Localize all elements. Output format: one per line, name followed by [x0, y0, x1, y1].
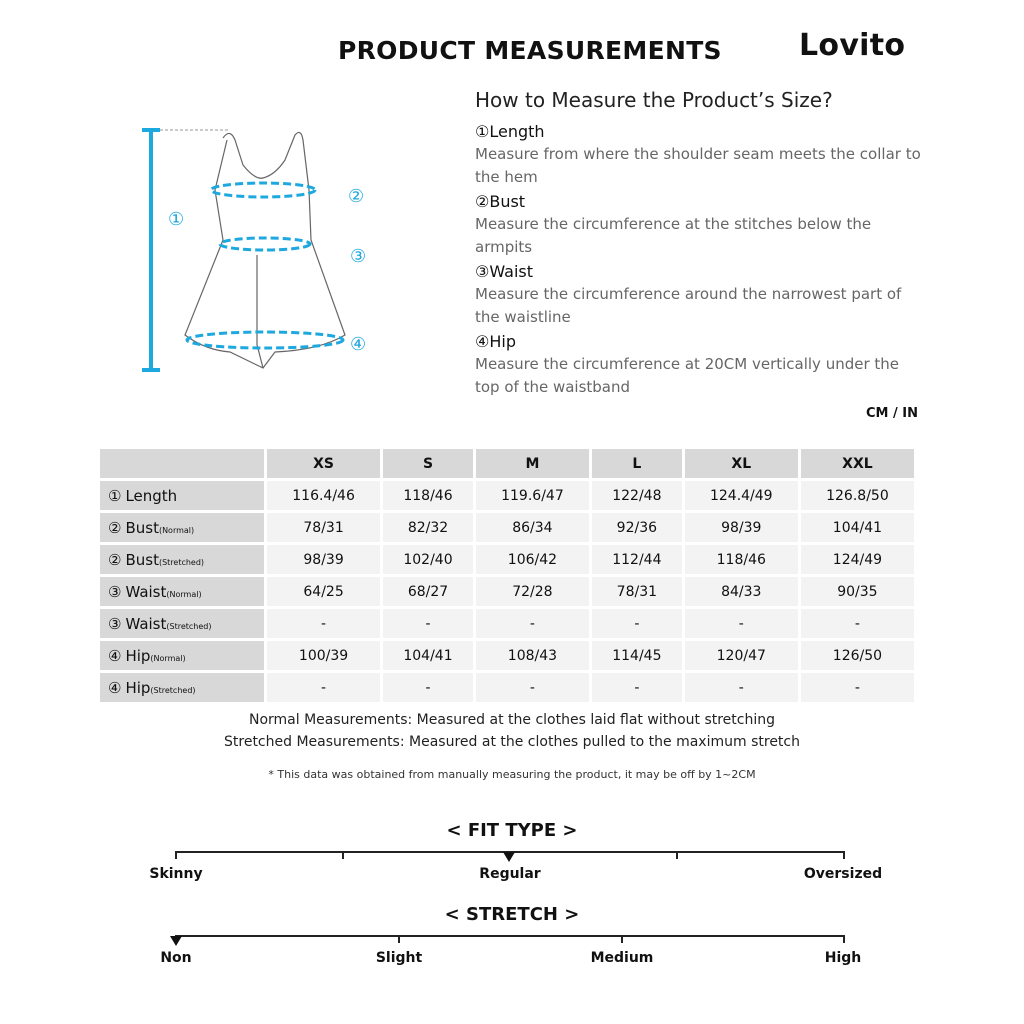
row-number: ④	[108, 646, 122, 665]
table-row	[100, 513, 914, 542]
table-cell: 118/46	[685, 545, 798, 574]
table-cell: 98/39	[267, 545, 380, 574]
normal-measurement-note: Normal Measurements: Measured at the clothes laid flat without stretching	[249, 712, 775, 728]
stretch-scale	[175, 935, 845, 937]
table-cell: 92/36	[592, 513, 682, 542]
table-cell: 72/28	[476, 577, 589, 606]
table-cell: 78/31	[267, 513, 380, 542]
table-cell: 104/41	[801, 513, 914, 542]
guide-description: Measure from where the shoulder seam meets the collar to the hem	[475, 145, 921, 186]
table-row	[100, 609, 914, 638]
size-header: M	[476, 449, 589, 478]
row-label	[100, 481, 264, 510]
table-cell: 78/31	[592, 577, 682, 606]
table-cell: 106/42	[476, 545, 589, 574]
scale-tick	[621, 935, 623, 943]
bust-measure-line	[211, 183, 315, 197]
table-cell: 114/45	[592, 641, 682, 670]
fit-label-skinny: Skinny	[149, 866, 203, 882]
row-qualifier: (Stretched)	[158, 557, 205, 567]
row-qualifier: (Stretched)	[166, 621, 212, 631]
row-name: Bust	[125, 518, 159, 537]
row-name: Waist	[125, 614, 167, 633]
hip-measure-line	[187, 332, 343, 348]
marker-hip: ④	[350, 334, 367, 355]
table-cell: 84/33	[685, 577, 798, 606]
table-cell: 124/49	[801, 545, 914, 574]
guide-heading: ①Length	[475, 122, 545, 141]
size-header: S	[383, 449, 473, 478]
guide-heading: ③Waist	[475, 262, 533, 281]
table-cell: -	[801, 673, 914, 702]
size-header: XXL	[801, 449, 914, 478]
fit-type-title: < FIT TYPE >	[446, 820, 578, 841]
table-cell: 119.6/47	[476, 481, 589, 510]
row-name: Hip	[125, 678, 151, 697]
table-cell: 90/35	[801, 577, 914, 606]
table-cell: -	[592, 673, 682, 702]
marker-bust: ②	[348, 186, 365, 207]
stretch-label-slight: Slight	[375, 950, 423, 966]
table-cell: -	[685, 609, 798, 638]
guide-item-waist	[475, 261, 925, 329]
table-cell: 68/27	[383, 577, 473, 606]
stretch-marker	[170, 936, 182, 946]
fit-label-regular: Regular	[479, 866, 541, 882]
scale-tick	[676, 851, 678, 859]
row-number: ②	[108, 550, 122, 569]
stretch-label-high: High	[824, 950, 862, 966]
size-header: L	[592, 449, 682, 478]
table-cell: 64/25	[267, 577, 380, 606]
table-cell: 100/39	[267, 641, 380, 670]
table-cell: -	[801, 609, 914, 638]
table-cell: 122/48	[592, 481, 682, 510]
table-cell: -	[476, 673, 589, 702]
guide-description: Measure the circumference around the narrowest part of the waistline	[475, 285, 902, 326]
table-cell: -	[383, 673, 473, 702]
row-label	[100, 513, 264, 542]
table-cell: 124.4/49	[685, 481, 798, 510]
row-name: Hip	[125, 646, 151, 665]
stretch-label-non: Non	[160, 950, 192, 966]
row-qualifier: (Normal)	[158, 525, 195, 535]
marker-length: ①	[168, 209, 185, 230]
brand-logo: Lovito	[799, 28, 906, 63]
table-cell: -	[476, 609, 589, 638]
scale-tick	[398, 935, 400, 943]
size-header: XL	[685, 449, 798, 478]
table-row	[100, 577, 914, 606]
row-label	[100, 641, 264, 670]
guide-item-hip	[475, 331, 925, 399]
table-cell: 118/46	[383, 481, 473, 510]
table-cell: -	[592, 609, 682, 638]
garment-illustration	[135, 120, 385, 380]
table-cell: 104/41	[383, 641, 473, 670]
table-cell: 120/47	[685, 641, 798, 670]
row-number: ②	[108, 518, 122, 537]
measure-guide-title: How to Measure the Product’s Size?	[475, 88, 833, 112]
guide-description: Measure the circumference at 20CM vertically under the top of the waistband	[475, 355, 900, 396]
unit-label: CM / IN	[866, 406, 918, 421]
row-name: Waist	[125, 582, 167, 601]
table-cell: 116.4/46	[267, 481, 380, 510]
row-number: ③	[108, 582, 122, 601]
guide-item-length	[475, 121, 925, 189]
dress-outline	[185, 132, 345, 368]
length-indicator	[142, 130, 160, 370]
table-row	[100, 481, 914, 510]
row-qualifier: (Stretched)	[150, 685, 196, 695]
row-label	[100, 577, 264, 606]
fit-label-oversized: Oversized	[803, 866, 883, 882]
row-name: Bust	[125, 550, 159, 569]
row-number: ③	[108, 614, 122, 633]
size-chart-table	[97, 446, 917, 705]
table-row	[100, 641, 914, 670]
table-cell: 108/43	[476, 641, 589, 670]
table-cell: 126/50	[801, 641, 914, 670]
table-cell: 98/39	[685, 513, 798, 542]
stretch-label-medium: Medium	[590, 950, 654, 966]
scale-tick	[175, 851, 177, 859]
guide-description: Measure the circumference at the stitches below the armpits	[475, 215, 872, 256]
marker-waist: ③	[350, 246, 367, 267]
row-qualifier: (Normal)	[150, 653, 186, 663]
stretched-measurement-note: Stretched Measurements: Measured at the clothes pulled to the maximum stretch	[224, 734, 800, 750]
row-name: Length	[125, 486, 178, 505]
scale-tick	[843, 935, 845, 943]
table-corner	[100, 449, 264, 478]
table-row	[100, 545, 914, 574]
row-number: ④	[108, 678, 122, 697]
disclaimer: * This data was obtained from manually measuring the product, it may be off by 1~2CM	[268, 768, 756, 781]
table-cell: -	[383, 609, 473, 638]
guide-item-bust	[475, 191, 925, 259]
table-cell: -	[267, 609, 380, 638]
table-cell: 126.8/50	[801, 481, 914, 510]
scale-tick	[342, 851, 344, 859]
guide-heading: ②Bust	[475, 192, 526, 211]
table-cell: 112/44	[592, 545, 682, 574]
table-cell: 82/32	[383, 513, 473, 542]
row-label	[100, 609, 264, 638]
table-header-row	[100, 449, 914, 478]
table-cell: 86/34	[476, 513, 589, 542]
row-qualifier: (Normal)	[166, 589, 202, 599]
table-cell: -	[685, 673, 798, 702]
table-cell: -	[267, 673, 380, 702]
table-cell: 102/40	[383, 545, 473, 574]
row-label	[100, 545, 264, 574]
fit-type-marker	[503, 852, 515, 862]
scale-tick	[843, 851, 845, 859]
stretch-title: < STRETCH >	[444, 904, 580, 925]
row-label	[100, 673, 264, 702]
table-row	[100, 673, 914, 702]
guide-heading: ④Hip	[475, 332, 516, 351]
waist-measure-line	[220, 238, 310, 250]
size-header: XS	[267, 449, 380, 478]
row-number: ①	[108, 486, 122, 505]
page-title: PRODUCT MEASUREMENTS	[338, 36, 722, 65]
